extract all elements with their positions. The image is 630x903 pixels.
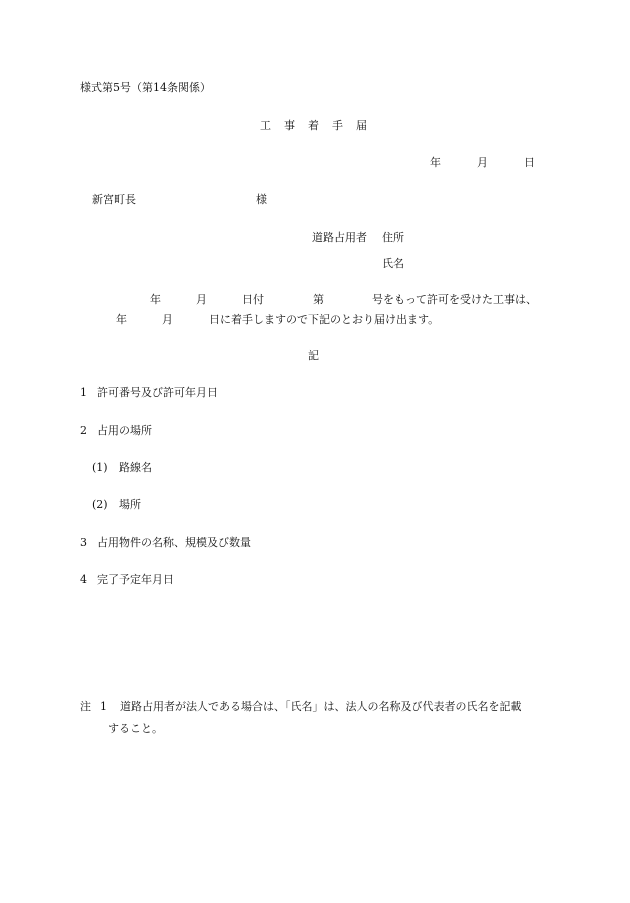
body2-month: 月 [162,313,173,326]
note-number: 1 [100,700,107,713]
form-number: 様式第5号（第14条関係） [80,81,211,94]
note-line-2 [80,723,560,745]
body1-number-prefix: 第 [313,293,324,306]
applicant-role: 道路占用者 [312,231,367,244]
applicant-address-label: 住所 [382,231,404,244]
item-2-2-number: (2) [92,498,108,511]
date-day-label: 日 [524,156,535,169]
item-3-number: 3 [80,536,87,549]
item-2-1-number: (1) [92,461,108,474]
addressee-name: 新宮町長 [92,193,136,206]
ki-heading: 記 [308,349,319,362]
document-title: 工 事 着 手 届 [260,119,368,132]
date-year-label: 年 [430,156,441,169]
item-4-number: 4 [80,573,87,586]
item-1-label: 許可番号及び許可年月日 [97,386,218,399]
body1-day: 日付 [242,293,264,306]
date-month-label: 月 [477,156,488,169]
body2-year: 年 [116,313,127,326]
item-2-number: 2 [80,424,87,437]
applicant-name-label: 氏名 [382,257,404,270]
body1-number-suffix: 号をもって許可を受けた工事は、 [372,293,537,306]
item-1-number: 1 [80,386,87,399]
note-block [80,701,560,745]
item-2-label: 占用の場所 [97,424,152,437]
note-text-line2: すること。 [108,722,163,735]
note-prefix: 注 [80,700,91,713]
item-2-1-label: 路線名 [119,461,152,474]
addressee-honorific: 様 [256,193,267,206]
item-2-2-label: 場所 [119,498,141,511]
body2-rest: 日に着手しますので下記のとおり届け出ます。 [209,313,440,326]
note-text-line1: 道路占用者が法人である場合は、「氏名」は、法人の名称及び代表者の氏名を記載 [120,700,522,713]
body1-year: 年 [150,293,161,306]
body1-month: 月 [196,293,207,306]
item-3-label: 占用物件の名称、規模及び数量 [97,536,251,549]
note-line-1 [80,701,560,723]
item-4-label: 完了予定年月日 [97,573,174,586]
